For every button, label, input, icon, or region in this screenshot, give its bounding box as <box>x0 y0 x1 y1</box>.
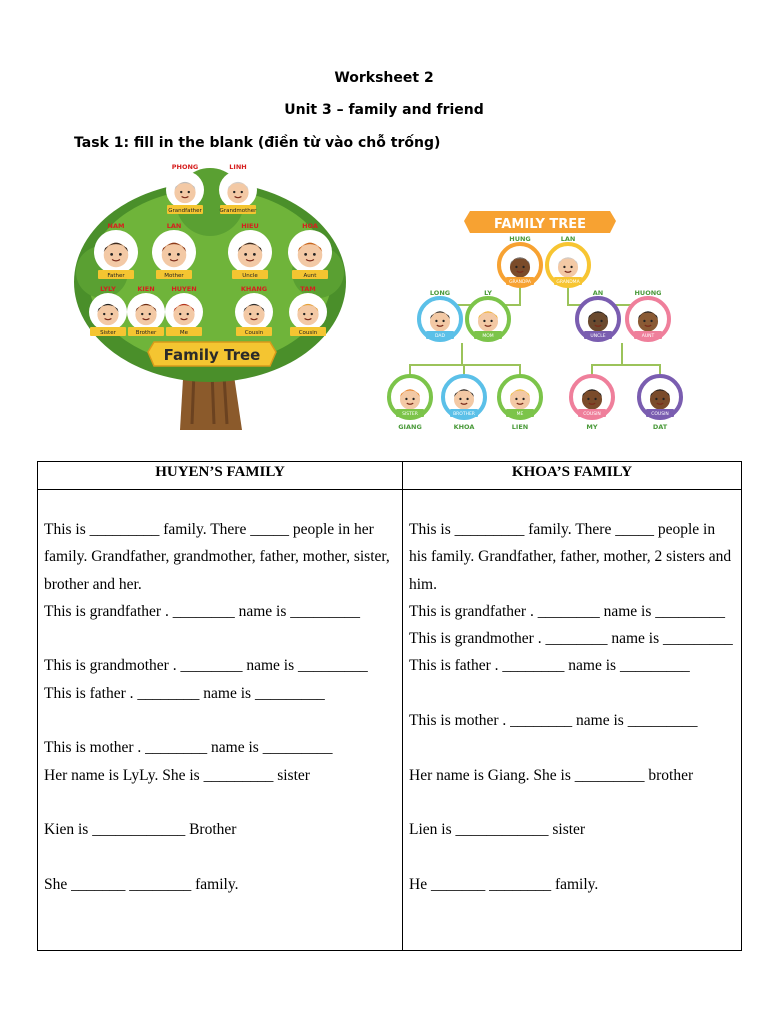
tree-name-label: HIEU <box>241 222 259 230</box>
tree-role-label: Grandmother <box>219 208 257 214</box>
worksheet-title: Worksheet 2 <box>334 70 434 86</box>
tree-name-label: HOA <box>302 222 318 230</box>
huyen-grandfather-sentence: This is grandfather . ________ name is _________ <box>44 602 360 620</box>
khoa-family-header: KHOA’S FAMILY <box>403 462 742 490</box>
huyen-sister-sentence: Her name is LyLy. She is _________ sister <box>44 766 310 784</box>
chart-banner-text: FAMILY TREE <box>493 217 587 232</box>
task-instruction: Task 1: fill in the blank (điền từ vào chỗ trống) <box>74 135 441 151</box>
chart-role-label: MOM <box>482 334 494 339</box>
chart-person-my <box>571 376 613 431</box>
worksheet-table <box>37 461 742 951</box>
khoa-giang-sentence: Her name is Giang. She is _________ brother <box>409 766 694 784</box>
family-tree-banner <box>148 342 276 366</box>
tree-role-label: Cousin <box>244 330 264 336</box>
tree-role-label: Mother <box>164 273 184 279</box>
khoa-family-tree-chart <box>384 205 690 441</box>
chart-person-giang <box>389 376 431 431</box>
huyen-father-sentence: This is father . ________ name is _________ <box>44 684 325 702</box>
chart-name-label: LY <box>484 289 492 297</box>
chart-role-label: BROTHER <box>453 412 475 417</box>
tree-name-label: PHONG <box>171 163 199 171</box>
tree-role-label: Grandfather <box>168 208 202 214</box>
khoa-intro-sentence: This is _________ family. There _____ people in his family. Grandfather, father, mother, 2 sisters and him. <box>409 521 732 593</box>
chart-person-lien <box>499 376 541 431</box>
chart-name-label: LAN <box>560 235 576 243</box>
huyen-mother-sentence: This is mother . ________ name is _________ <box>44 739 333 757</box>
chart-role-label: ME <box>516 412 524 417</box>
tree-role-label: Aunt <box>303 273 317 279</box>
chart-person-long <box>419 289 461 340</box>
khoa-lien-sentence: Lien is ____________ sister <box>409 821 586 839</box>
chart-role-label: GRANDMA <box>556 280 580 285</box>
chart-name-label: MY <box>586 423 598 431</box>
tree-role-label: Father <box>107 273 125 279</box>
chart-name-label: AN <box>592 289 604 297</box>
chart-name-label: HUONG <box>634 289 662 297</box>
huyen-family-tree-illustration <box>72 162 348 432</box>
chart-person-khoa <box>443 376 485 431</box>
huyen-intro-sentence: This is _________ family. There _____ people in her family. Grandfather, grandmother, father, mother, sister, brother and her. <box>44 521 390 593</box>
tree-name-label: LYLY <box>100 285 116 293</box>
chart-name-label: LIEN <box>511 423 529 431</box>
unit-title: Unit 3 – family and friend <box>284 102 484 118</box>
khoa-family-column <box>403 490 742 951</box>
khoa-mother-sentence: This is mother . ________ name is _________ <box>409 712 698 730</box>
chart-role-label: SISTER <box>402 412 418 417</box>
huyen-family-column <box>38 490 403 951</box>
huyen-brother-sentence: Kien is ____________ Brother <box>44 821 237 839</box>
chart-person-ly <box>467 289 509 340</box>
tree-role-label: Brother <box>135 330 157 336</box>
chart-person-lan <box>547 235 589 286</box>
tree-name-label: HUYEN <box>171 285 197 293</box>
chart-name-label: LONG <box>429 289 451 297</box>
chart-person-dat <box>639 376 681 431</box>
chart-name-label: KHOA <box>453 423 475 431</box>
chart-person-an <box>577 289 619 340</box>
khoa-grandfather-sentence: This is grandfather . ________ name is _________ <box>409 602 725 620</box>
tree-name-label: KHANG <box>240 285 268 293</box>
tree-name-label: KIEN <box>137 285 155 293</box>
khoa-self-sentence: He _______ ________ family. <box>409 875 599 893</box>
tree-name-label: LINH <box>229 163 247 171</box>
tree-name-label: NAM <box>107 222 125 230</box>
chart-role-label: COUSIN <box>583 412 601 417</box>
chart-name-label: GIANG <box>398 423 422 431</box>
chart-role-label: GRANDPA <box>509 280 531 285</box>
tree-name-label: TAM <box>300 285 316 293</box>
chart-role-label: UNCLE <box>590 334 606 339</box>
tree-role-label: Me <box>179 330 189 336</box>
chart-role-label: COUSIN <box>651 412 669 417</box>
chart-person-huong <box>627 289 669 340</box>
chart-person-hung <box>499 235 541 286</box>
tree-role-label: Uncle <box>242 273 258 279</box>
huyen-self-sentence: She _______ ________ family. <box>44 875 239 893</box>
khoa-grandmother-sentence: This is grandmother . ________ name is _________ <box>409 630 733 648</box>
chart-role-label: DAD <box>435 334 445 339</box>
tree-role-label: Sister <box>100 330 116 336</box>
huyen-family-header: HUYEN’S FAMILY <box>38 462 403 490</box>
chart-banner <box>464 211 616 233</box>
chart-name-label: DAT <box>652 423 668 431</box>
tree-person-linh <box>219 163 257 214</box>
tree-name-label: LAN <box>166 222 182 230</box>
chart-role-label: AUNT <box>641 334 655 339</box>
huyen-grandmother-sentence: This is grandmother . ________ name is _________ <box>44 657 368 675</box>
tree-banner-text: Family Tree <box>163 346 261 364</box>
tree-role-label: Cousin <box>298 330 318 336</box>
chart-name-label: HUNG <box>509 235 531 243</box>
khoa-father-sentence: This is father . ________ name is _________ <box>409 657 690 675</box>
